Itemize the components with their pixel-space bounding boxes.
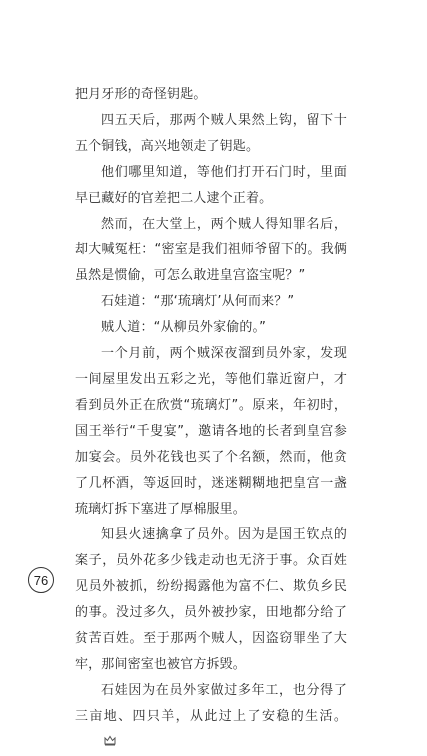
paragraph-6: 贼人道：“从柳员外家偷的。” [101,320,267,336]
crown-ornament-icon [78,730,116,756]
paragraph-4: 然而，在大堂上，两个贼人得知罪名后，却大喊冤枉：“密室是我们祖师爷留下的。我俩虽然是惯偷，可怎么敢进皇宫盗宝呢？” [75,216,347,284]
paragraph-5: 石娃道：“那‘琉璃灯’从何而来？” [101,294,295,310]
paragraph-8: 知县火速擒拿了员外。因为是国王钦点的案子，员外花多少钱走动也无济于事。众百姓见员外被抓，纷纷揭露他为富不仁、欺负乡民的事。没过多久，员外被抄家，田地都分给了贫苦百姓。至于那两个贼人，因盗窃罪坐了大牢，那间密室也被官方拆毁。 [75,527,347,672]
paragraph-9-text: 石娃因为在员外家做过多年工，也分得了三亩地、四只羊，从此过上了安稳的生活。 [75,682,347,724]
paragraph-1: 把月牙形的奇怪钥匙。 [75,87,207,102]
paragraph-7: 一个月前，两个贼深夜溜到员外家，发现一间屋里发出五彩之光，等他们靠近窗户，才看到员外正在欣赏“琉璃灯”。原来，年初时，国王举行“千叟宴”，邀请各地的长者到皇宫参加宴会。员外花钱也买了个名额，然而，他贪了几杯酒，等返回时，迷迷糊糊地把皇宫一盏琉璃灯拆下塞进了厚棉服里。 [75,346,347,517]
paragraph-2: 四五天后，那两个贼人果然上钩，留下十五个铜钱，高兴地领走了钥匙。 [75,112,347,154]
paragraph-3: 他们哪里知道，等他们打开石门时，里面早已藏好的官差把二人逮个正着。 [75,164,347,206]
page-number: 76 [28,567,54,593]
paragraph-9 [75,678,347,756]
body-text [75,82,347,756]
